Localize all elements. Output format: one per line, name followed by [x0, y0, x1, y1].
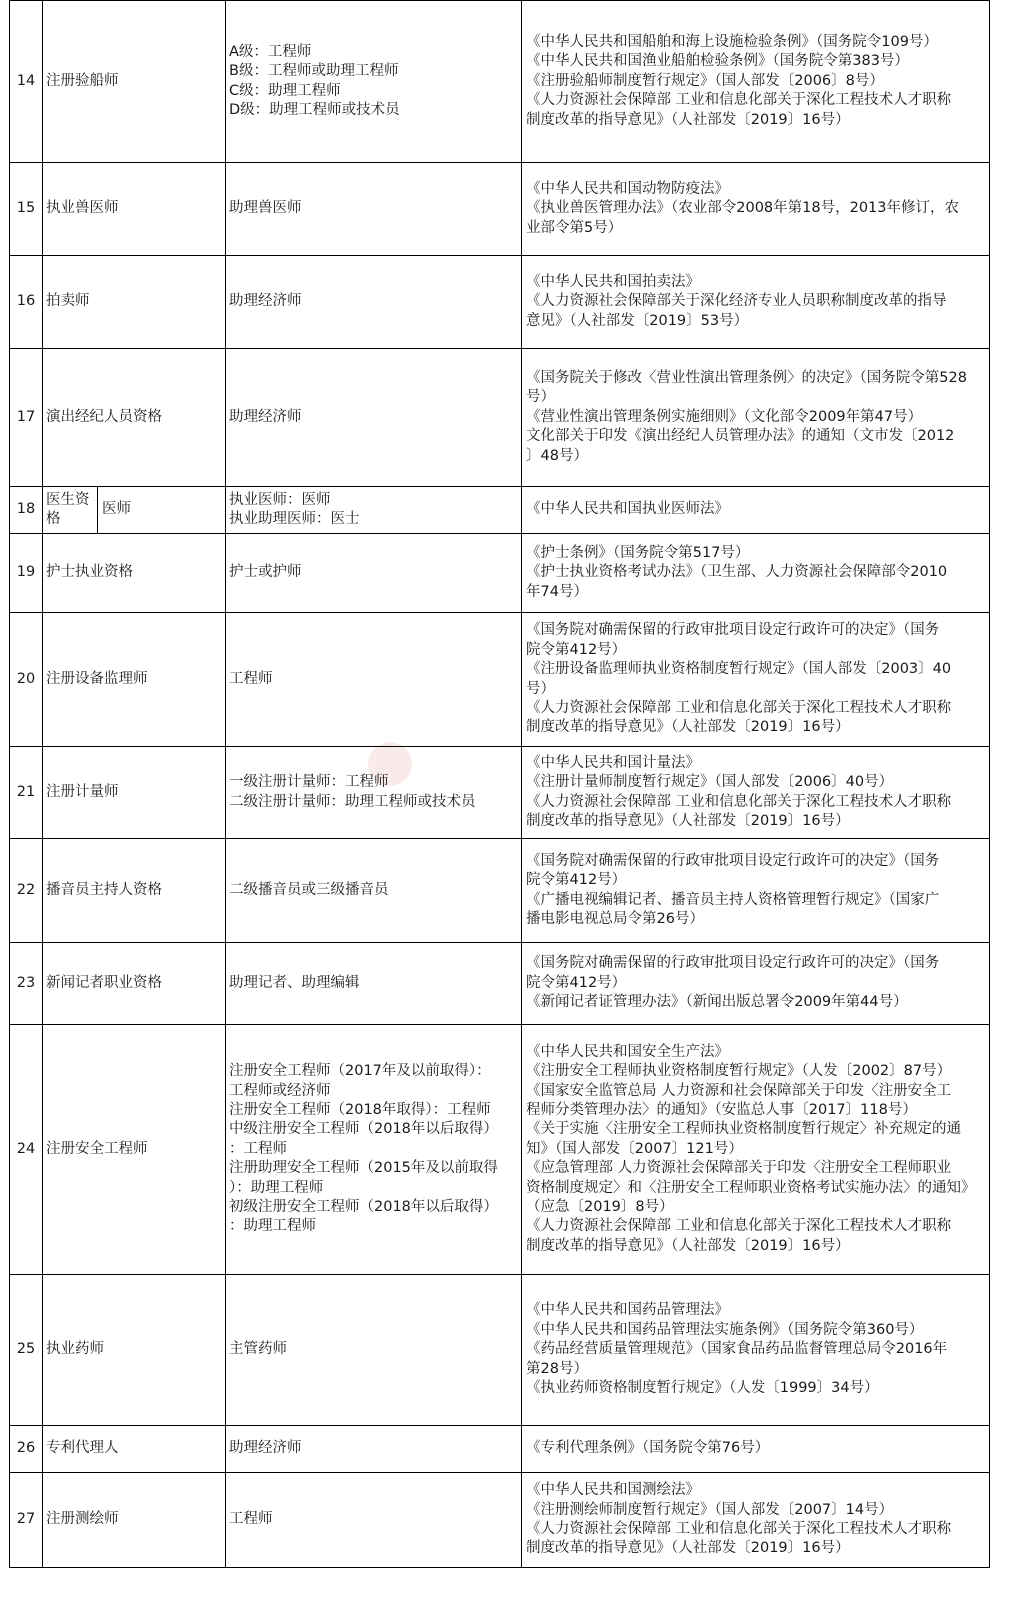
professional-title-line: ）：助理工程师	[229, 1179, 324, 1196]
certificate-name: 执业兽医师	[43, 163, 226, 256]
row-number: 20	[10, 613, 43, 747]
professional-title-line: 二级注册计量师：助理工程师或技术员	[229, 793, 476, 810]
row-number: 25	[10, 1275, 43, 1426]
row-number: 22	[10, 839, 43, 943]
professional-title	[226, 487, 522, 534]
legal-basis	[522, 349, 990, 487]
certificate-category	[43, 487, 98, 533]
legal-basis	[522, 534, 990, 613]
row-number: 23	[10, 943, 43, 1025]
legal-basis-line: 《护士执业资格考试办法》（卫生部、人力资源社会保障部令2010	[526, 564, 948, 581]
legal-basis-line: 制度改革的指导意见》（人社部发〔2019〕16号）	[526, 1540, 850, 1557]
legal-basis-line: 《人力资源社会保障部 工业和信息化部关于深化工程技术人才职称	[526, 1218, 952, 1235]
professional-title-line: ：工程师	[229, 1140, 287, 1157]
row-number: 19	[10, 534, 43, 613]
legal-basis-line: 〕48号）	[526, 447, 588, 464]
professional-title	[226, 163, 522, 256]
legal-basis-line: 《中华人民共和国动物防疫法》	[526, 180, 729, 197]
row-number: 26	[10, 1426, 43, 1473]
professional-title-line: 注册助理安全工程师（2015年及以前取得	[229, 1160, 498, 1177]
certificate-name: 注册设备监理师	[43, 613, 226, 747]
certificate-name: 专利代理人	[43, 1426, 226, 1473]
professional-title-line: 助理经济师	[229, 1440, 302, 1457]
legal-basis-line: 制度改革的指导意见》（人社部发〔2019〕16号）	[526, 111, 850, 128]
certificate-name: 注册安全工程师	[43, 1025, 226, 1275]
legal-basis-line: 《中华人民共和国药品管理法》	[526, 1302, 729, 1319]
certificate-name: 播音员主持人资格	[43, 839, 226, 943]
professional-title	[226, 1, 522, 163]
professional-title	[226, 1025, 522, 1275]
legal-basis-line: 《中华人民共和国测绘法》	[526, 1482, 700, 1499]
professional-title-line: 执业助理医师：医士	[229, 511, 360, 527]
table-row	[10, 163, 990, 256]
legal-basis-line: 《人力资源社会保障部 工业和信息化部关于深化工程技术人才职称	[526, 92, 952, 109]
legal-basis	[522, 943, 990, 1025]
professional-title-line: 二级播音员或三级播音员	[229, 881, 389, 898]
legal-basis-line: 《中华人民共和国拍卖法》	[526, 273, 700, 290]
professional-title	[226, 943, 522, 1025]
certificate-name: 注册测绘师	[43, 1473, 226, 1568]
legal-basis	[522, 1, 990, 163]
legal-basis-line: 知》（国人部发〔2007〕121号）	[526, 1140, 743, 1157]
legal-basis	[522, 1275, 990, 1426]
legal-basis	[522, 1025, 990, 1275]
legal-basis-line: 《中华人民共和国执业医师法》	[526, 501, 729, 518]
legal-basis-line: 《注册计量师制度暂行规定》（国人部发〔2006〕40号）	[526, 774, 894, 791]
legal-basis-line: 号）	[526, 680, 555, 697]
professional-title	[226, 839, 522, 943]
legal-basis-line: 《人力资源社会保障部 工业和信息化部关于深化工程技术人才职称	[526, 793, 952, 810]
professional-title	[226, 1473, 522, 1568]
professional-title	[226, 613, 522, 747]
legal-basis-line: 《中华人民共和国药品管理法实施条例》（国务院令第360号）	[526, 1321, 924, 1338]
professional-title-line: 中级注册安全工程师（2018年以后取得）	[229, 1121, 498, 1138]
table-row	[10, 256, 990, 349]
legal-basis-line: 《广播电视编辑记者、播音员主持人资格管理暂行规定》（国家广	[526, 891, 940, 908]
legal-basis-line: 《人力资源社会保障部关于深化经济专业人员职称制度改革的指导	[526, 293, 947, 310]
legal-basis-line: 《护士条例》（国务院令第517号）	[526, 544, 750, 561]
certificate-name: 护士执业资格	[43, 534, 226, 613]
professional-title	[226, 747, 522, 839]
legal-basis	[522, 613, 990, 747]
professional-title-line: ：助理工程师	[229, 1218, 316, 1235]
professional-title-line: 注册安全工程师（2017年及以前取得）：	[229, 1063, 491, 1080]
row-number: 17	[10, 349, 43, 487]
table-row	[10, 534, 990, 613]
legal-basis-line: 第28号）	[526, 1360, 588, 1377]
legal-basis-line: 业部令第5号）	[526, 219, 623, 236]
row-number: 18	[10, 487, 43, 534]
legal-basis-line: 程师分类管理办法〉的通知》（安监总人事〔2017〕118号）	[526, 1101, 917, 1118]
legal-basis-line: 《新闻记者证管理办法》（新闻出版总署令2009年第44号）	[526, 994, 908, 1011]
professional-title-line: 助理经济师	[229, 293, 302, 310]
legal-basis-line: 意见》（人社部发〔2019〕53号）	[526, 312, 749, 329]
legal-basis-line: 《国家安全监管总局 人力资源和社会保障部关于印发〈注册安全工	[526, 1082, 952, 1099]
certificate-name: 新闻记者职业资格	[43, 943, 226, 1025]
certificate-name: 注册计量师	[43, 747, 226, 839]
certificate-name	[43, 487, 226, 534]
legal-basis	[522, 163, 990, 256]
professional-title-line: D级：助理工程师或技术员	[229, 101, 400, 118]
legal-basis-line: 《中华人民共和国安全生产法》	[526, 1043, 729, 1060]
legal-basis-line: 制度改革的指导意见》（人社部发〔2019〕16号）	[526, 719, 850, 736]
certificate-name: 拍卖师	[43, 256, 226, 349]
legal-basis	[522, 1426, 990, 1473]
professional-title-line: 助理兽医师	[229, 200, 302, 217]
certificate-subname: 医师	[102, 501, 131, 518]
table-row	[10, 747, 990, 839]
row-number: 16	[10, 256, 43, 349]
legal-basis-line: 《注册验船师制度暂行规定》（国人部发〔2006〕8号）	[526, 72, 884, 89]
professional-title-line: B级：工程师或助理工程师	[229, 63, 399, 80]
table-row	[10, 1426, 990, 1473]
row-number: 27	[10, 1473, 43, 1568]
legal-basis-line: 《注册安全工程师执业资格制度暂行规定》（人发〔2002〕87号）	[526, 1063, 952, 1080]
legal-basis-line: 《国务院对确需保留的行政审批项目设定行政许可的决定》（国务	[526, 852, 940, 869]
professional-title	[226, 1275, 522, 1426]
legal-basis-line: 《执业药师资格制度暂行规定》（人发〔1999〕34号）	[526, 1380, 879, 1397]
table-row	[10, 1275, 990, 1426]
legal-basis-line: 《注册测绘师制度暂行规定》（国人部发〔2007〕14号）	[526, 1501, 894, 1518]
professional-title-line: 助理记者、助理编辑	[229, 974, 360, 991]
professional-title-line: 工程师或经济师	[229, 1082, 331, 1099]
professional-title-line: 初级注册安全工程师（2018年以后取得）	[229, 1199, 498, 1216]
legal-basis-line: 《中华人民共和国船舶和海上设施检验条例》（国务院令109号）	[526, 33, 938, 50]
table-row	[10, 1, 990, 163]
row-number: 24	[10, 1025, 43, 1275]
professional-title-line: 一级注册计量师：工程师	[229, 774, 389, 791]
legal-basis-line: 年74号）	[526, 583, 588, 600]
legal-basis	[522, 487, 990, 534]
legal-basis-line: 《营业性演出管理条例实施细则》（文化部令2009年第47号）	[526, 408, 923, 425]
professional-title	[226, 534, 522, 613]
legal-basis-line: 《国务院对确需保留的行政审批项目设定行政许可的决定》（国务	[526, 622, 940, 639]
legal-basis-line: （应急〔2019〕8号）	[526, 1199, 674, 1216]
professional-title-line: 助理经济师	[229, 408, 302, 425]
legal-basis	[522, 256, 990, 349]
legal-basis-line: 《中华人民共和国渔业船舶检验条例》（国务院令第383号）	[526, 53, 909, 70]
row-number: 14	[10, 1, 43, 163]
professional-title-line: 护士或护师	[229, 564, 302, 581]
table-row	[10, 1473, 990, 1568]
legal-basis-line: 文化部关于印发《演出经纪人员管理办法》的通知（文市发〔2012	[526, 428, 955, 445]
professional-title	[226, 256, 522, 349]
legal-basis-line: 《人力资源社会保障部 工业和信息化部关于深化工程技术人才职称	[526, 1521, 952, 1537]
certificate-name: 执业药师	[43, 1275, 226, 1426]
table-row	[10, 349, 990, 487]
legal-basis-line: 制度改革的指导意见》（人社部发〔2019〕16号）	[526, 1237, 850, 1254]
legal-basis-line: 《专利代理条例》（国务院令第76号）	[526, 1440, 770, 1457]
legal-basis-line: 院令第412号）	[526, 641, 627, 658]
certificate-category-line: 格	[46, 511, 61, 527]
legal-basis	[522, 1473, 990, 1568]
legal-basis-line: 《关于实施〈注册安全工程师执业资格制度暂行规定〉补充规定的通	[526, 1121, 961, 1138]
table-row	[10, 613, 990, 747]
table-row	[10, 1025, 990, 1275]
professional-title-line: 执业医师：医师	[229, 491, 331, 508]
professional-title-line: 工程师	[229, 1511, 273, 1528]
professional-title-line: 主管药师	[229, 1341, 287, 1358]
table-row	[10, 487, 990, 534]
legal-basis-line: 制度改革的指导意见》（人社部发〔2019〕16号）	[526, 812, 850, 829]
professional-title	[226, 1426, 522, 1473]
legal-basis-line: 《应急管理部 人力资源社会保障部关于印发〈注册安全工程师职业	[526, 1160, 952, 1177]
legal-basis-line: 资格制度规定〉和〈注册安全工程师职业资格考试实施办法〉的通知》	[526, 1179, 976, 1196]
legal-basis	[522, 747, 990, 839]
row-number: 15	[10, 163, 43, 256]
legal-basis-line: 号）	[526, 389, 555, 406]
legal-basis-line: 播电影电视总局令第26号）	[526, 910, 704, 927]
legal-basis-line: 《人力资源社会保障部 工业和信息化部关于深化工程技术人才职称	[526, 699, 952, 716]
professional-title-line: 工程师	[229, 670, 273, 687]
certificate-category-line: 医生资	[46, 491, 90, 508]
professional-title-line: C级：助理工程师	[229, 82, 341, 99]
legal-basis-line: 《执业兽医管理办法》（农业部令2008年第18号，2013年修订，农	[526, 200, 960, 217]
legal-basis	[522, 839, 990, 943]
certificate-name: 演出经纪人员资格	[43, 349, 226, 487]
table-row	[10, 839, 990, 943]
row-number: 21	[10, 747, 43, 839]
legal-basis-line: 《中华人民共和国计量法》	[526, 754, 700, 771]
legal-basis-line: 《注册设备监理师执业资格制度暂行规定》（国人部发〔2003〕40	[526, 661, 952, 678]
professional-title-line: A级：工程师	[229, 43, 312, 60]
legal-basis-line: 《国务院关于修改〈营业性演出管理条例〉的决定》（国务院令第528	[526, 369, 967, 386]
legal-basis-line: 《国务院对确需保留的行政审批项目设定行政许可的决定》（国务	[526, 955, 940, 972]
table-row	[10, 943, 990, 1025]
professional-title-line: 注册安全工程师（2018年取得）：工程师	[229, 1101, 491, 1118]
legal-basis-line: 院令第412号）	[526, 974, 627, 991]
professional-title	[226, 349, 522, 487]
qualification-table	[9, 0, 990, 1568]
legal-basis-line: 《药品经营质量管理规范》（国家食品药品监督管理总局令2016年	[526, 1341, 948, 1358]
legal-basis-line: 院令第412号）	[526, 872, 627, 889]
certificate-name: 注册验船师	[43, 1, 226, 163]
